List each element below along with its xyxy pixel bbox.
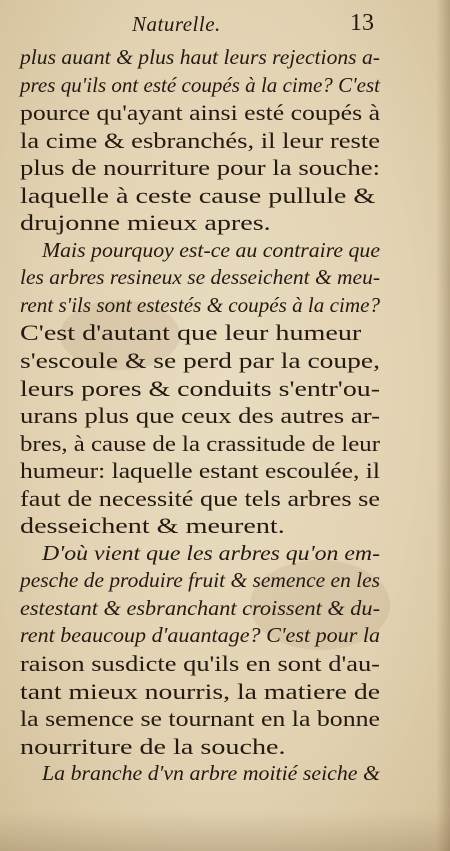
text-line: C'est d'autant que leur humeur bbox=[20, 320, 362, 346]
text-line: rent s'ils sont estestés & coupés à la cime? bbox=[20, 292, 380, 317]
text-line: pesche de produire fruit & semence en les bbox=[20, 568, 380, 593]
text-line: D'où vient que les arbres qu'on em- bbox=[42, 540, 380, 565]
text-line: pres qu'ils ont esté coupés à la cime? C'est bbox=[20, 72, 380, 97]
text-line: les arbres resineux se desseichent & meu- bbox=[20, 265, 380, 290]
page-edge-shadow bbox=[436, 0, 450, 851]
text-line: raison susdicte qu'ils en sont d'au- bbox=[20, 651, 380, 677]
text-line: desseichent & meurent. bbox=[20, 513, 285, 539]
text-line: Mais pourquoy est-ce au contraire que bbox=[42, 237, 380, 262]
text-line: urans plus que ceux des autres ar- bbox=[20, 403, 380, 429]
text-block bbox=[20, 44, 380, 788]
text-line: drujonne mieux apres. bbox=[20, 210, 271, 236]
text-line: bres, à cause de la crassitude de leur bbox=[20, 430, 381, 456]
text-line: tant mieux nourris, la matiere de bbox=[20, 678, 380, 704]
page-header bbox=[0, 8, 450, 38]
text-line: laquelle à ceste cause pullule & bbox=[20, 182, 376, 208]
text-line: plus auant & plus haut leurs rejections a- bbox=[20, 45, 380, 69]
text-line: leurs pores & conduits s'entr'ou- bbox=[20, 375, 380, 401]
text-line: s'escoule & se perd par la coupe, bbox=[20, 348, 380, 374]
text-line: faut de necessité que tels arbres se bbox=[20, 485, 381, 511]
text-line: la semence se tournant en la bonne bbox=[20, 706, 380, 732]
text-line: pource qu'ayant ainsi esté coupés à bbox=[20, 100, 380, 126]
text-line: humeur: laquelle estant escoulée, il bbox=[20, 458, 381, 484]
text-line: La branche d'vn arbre moitié seiche & bbox=[42, 761, 380, 786]
running-head: Naturelle. bbox=[132, 12, 221, 36]
text-line: plus de nourriture pour la souche: bbox=[20, 155, 380, 181]
text-line: la cime & esbranchés, il leur reste bbox=[20, 127, 380, 153]
text-line: nourriture de la souche. bbox=[20, 733, 286, 759]
page-number: 13 bbox=[350, 10, 374, 36]
text-line: rent beaucoup d'auantage? C'est pour la bbox=[20, 623, 380, 648]
page-bottom-shadow bbox=[0, 811, 450, 851]
text-line: estestant & esbranchant croissent & du- bbox=[20, 595, 380, 620]
